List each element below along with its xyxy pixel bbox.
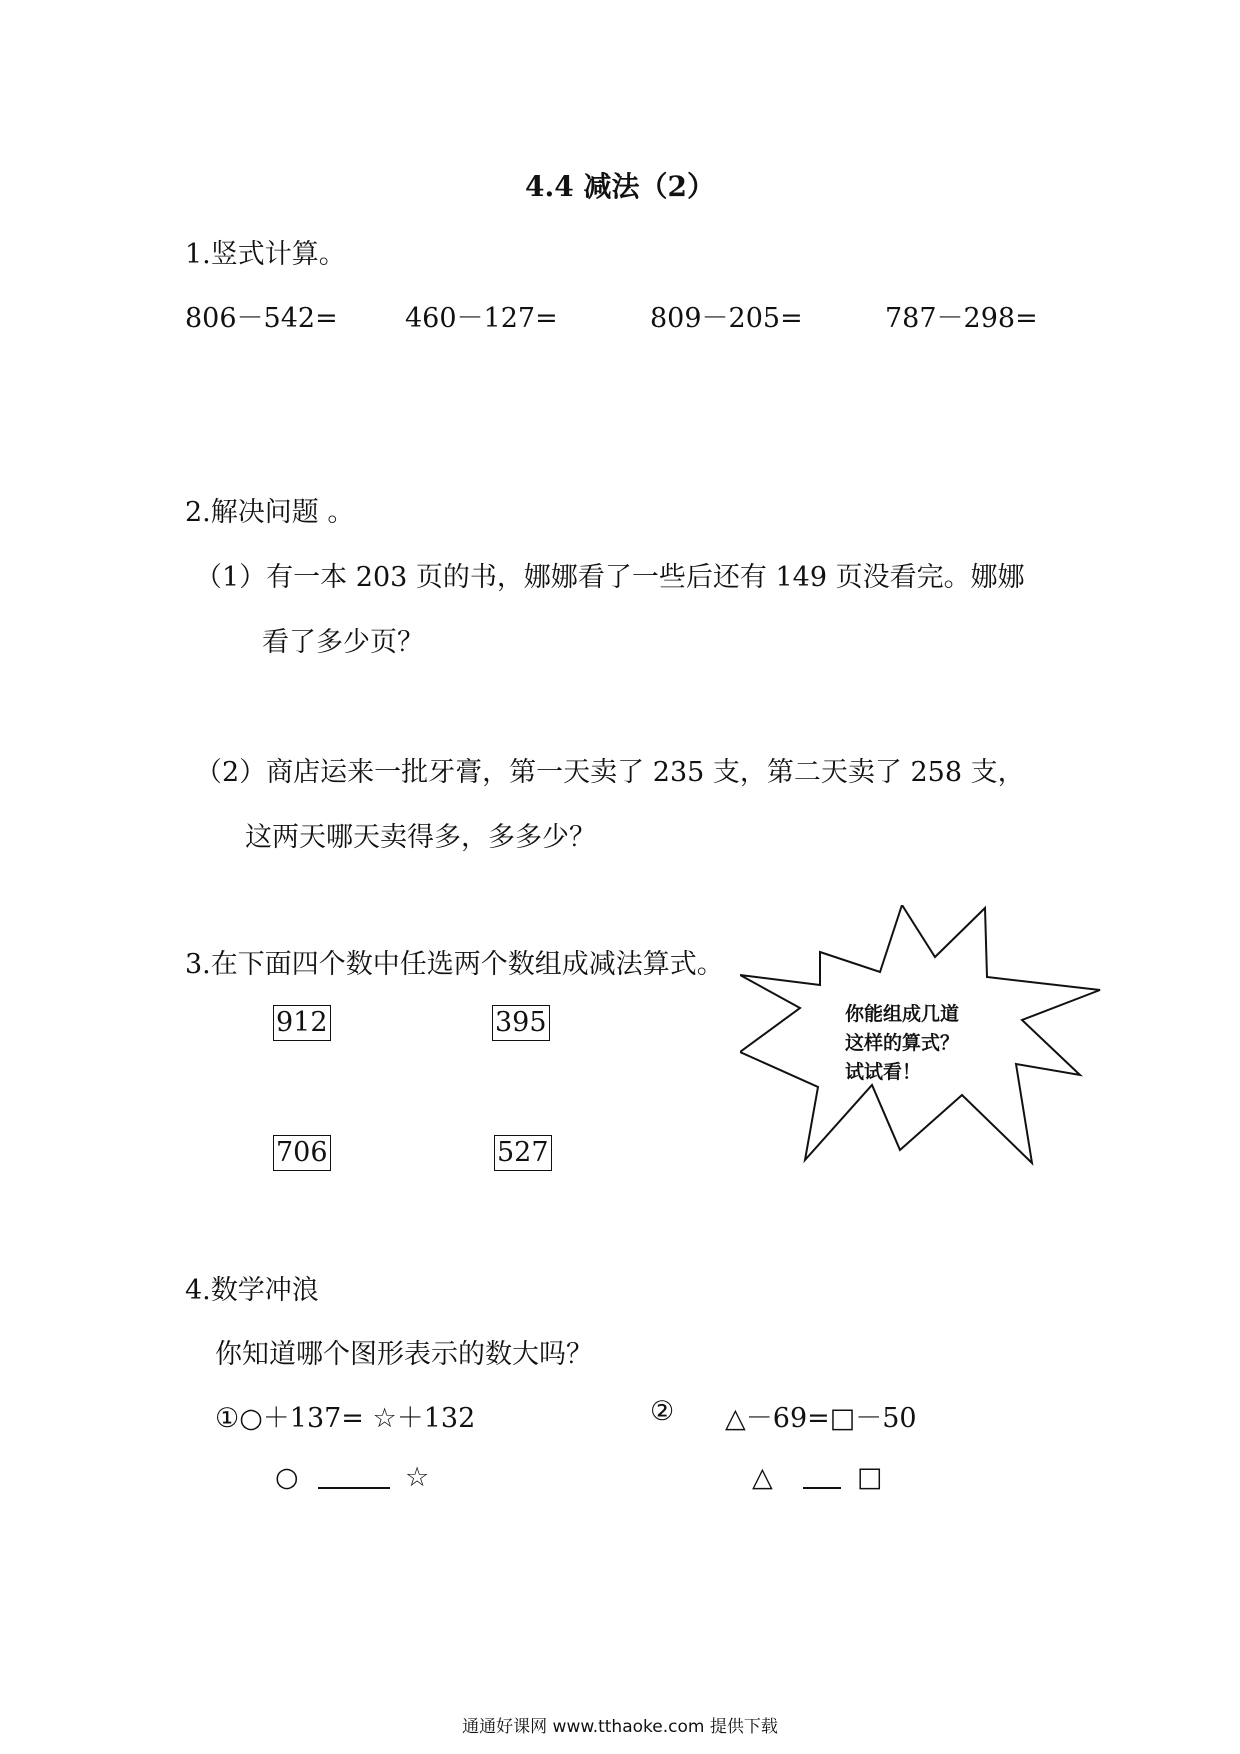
number-box-912: 912 bbox=[273, 1005, 331, 1041]
question-2-line2: 这两天哪天卖得多，多多少？ bbox=[245, 822, 596, 853]
footer-credit: 通通好课网 www.tthaoke.com 提供下载 bbox=[462, 1717, 778, 1737]
speech-burst-text bbox=[845, 1000, 995, 1087]
compare-1-right: ☆ bbox=[405, 1462, 430, 1493]
question-1-line2: 看了多少页？ bbox=[262, 627, 424, 658]
question-1-line1: （1）有一本 203 页的书，娜娜看了一些后还有 149 页没看完。娜娜 bbox=[195, 562, 1025, 593]
page-title: 4.4 减法（2） bbox=[525, 170, 715, 203]
problem-4: 787－298= bbox=[885, 303, 1038, 334]
number-box-395: 395 bbox=[492, 1005, 550, 1041]
section4-heading: 4.数学冲浪 bbox=[185, 1275, 319, 1306]
bubble-line-2: 这样的算式？ bbox=[845, 1032, 960, 1054]
section4-question: 你知道哪个图形表示的数大吗？ bbox=[215, 1339, 593, 1370]
equation-1: ①○＋137= ☆＋132 bbox=[215, 1403, 476, 1434]
compare-1-blank[interactable] bbox=[318, 1487, 390, 1489]
question-2-line1: （2）商店运来一批牙膏，第一天卖了 235 支，第二天卖了 258 支， bbox=[195, 757, 1025, 788]
compare-2-right: □ bbox=[857, 1462, 883, 1493]
compare-2-left: △ bbox=[752, 1462, 773, 1493]
section3-heading: 3.在下面四个数中任选两个数组成减法算式。 bbox=[185, 949, 724, 980]
problem-3: 809－205= bbox=[650, 303, 803, 334]
bubble-line-3: 试试看！ bbox=[845, 1061, 922, 1083]
equation-2-number: ② bbox=[650, 1396, 675, 1427]
section1-heading: 1.竖式计算。 bbox=[185, 239, 346, 270]
bubble-line-1: 你能组成几道 bbox=[845, 1003, 960, 1025]
section2-heading: 2.解决问题 。 bbox=[185, 497, 355, 528]
number-box-706: 706 bbox=[273, 1135, 331, 1171]
compare-2-blank[interactable] bbox=[803, 1487, 841, 1489]
compare-1-left: ○ bbox=[275, 1462, 299, 1493]
problem-1: 806－542= bbox=[185, 303, 338, 334]
equation-2: △－69=□－50 bbox=[725, 1403, 917, 1434]
problem-2: 460－127= bbox=[405, 303, 558, 334]
number-box-527: 527 bbox=[494, 1135, 552, 1171]
